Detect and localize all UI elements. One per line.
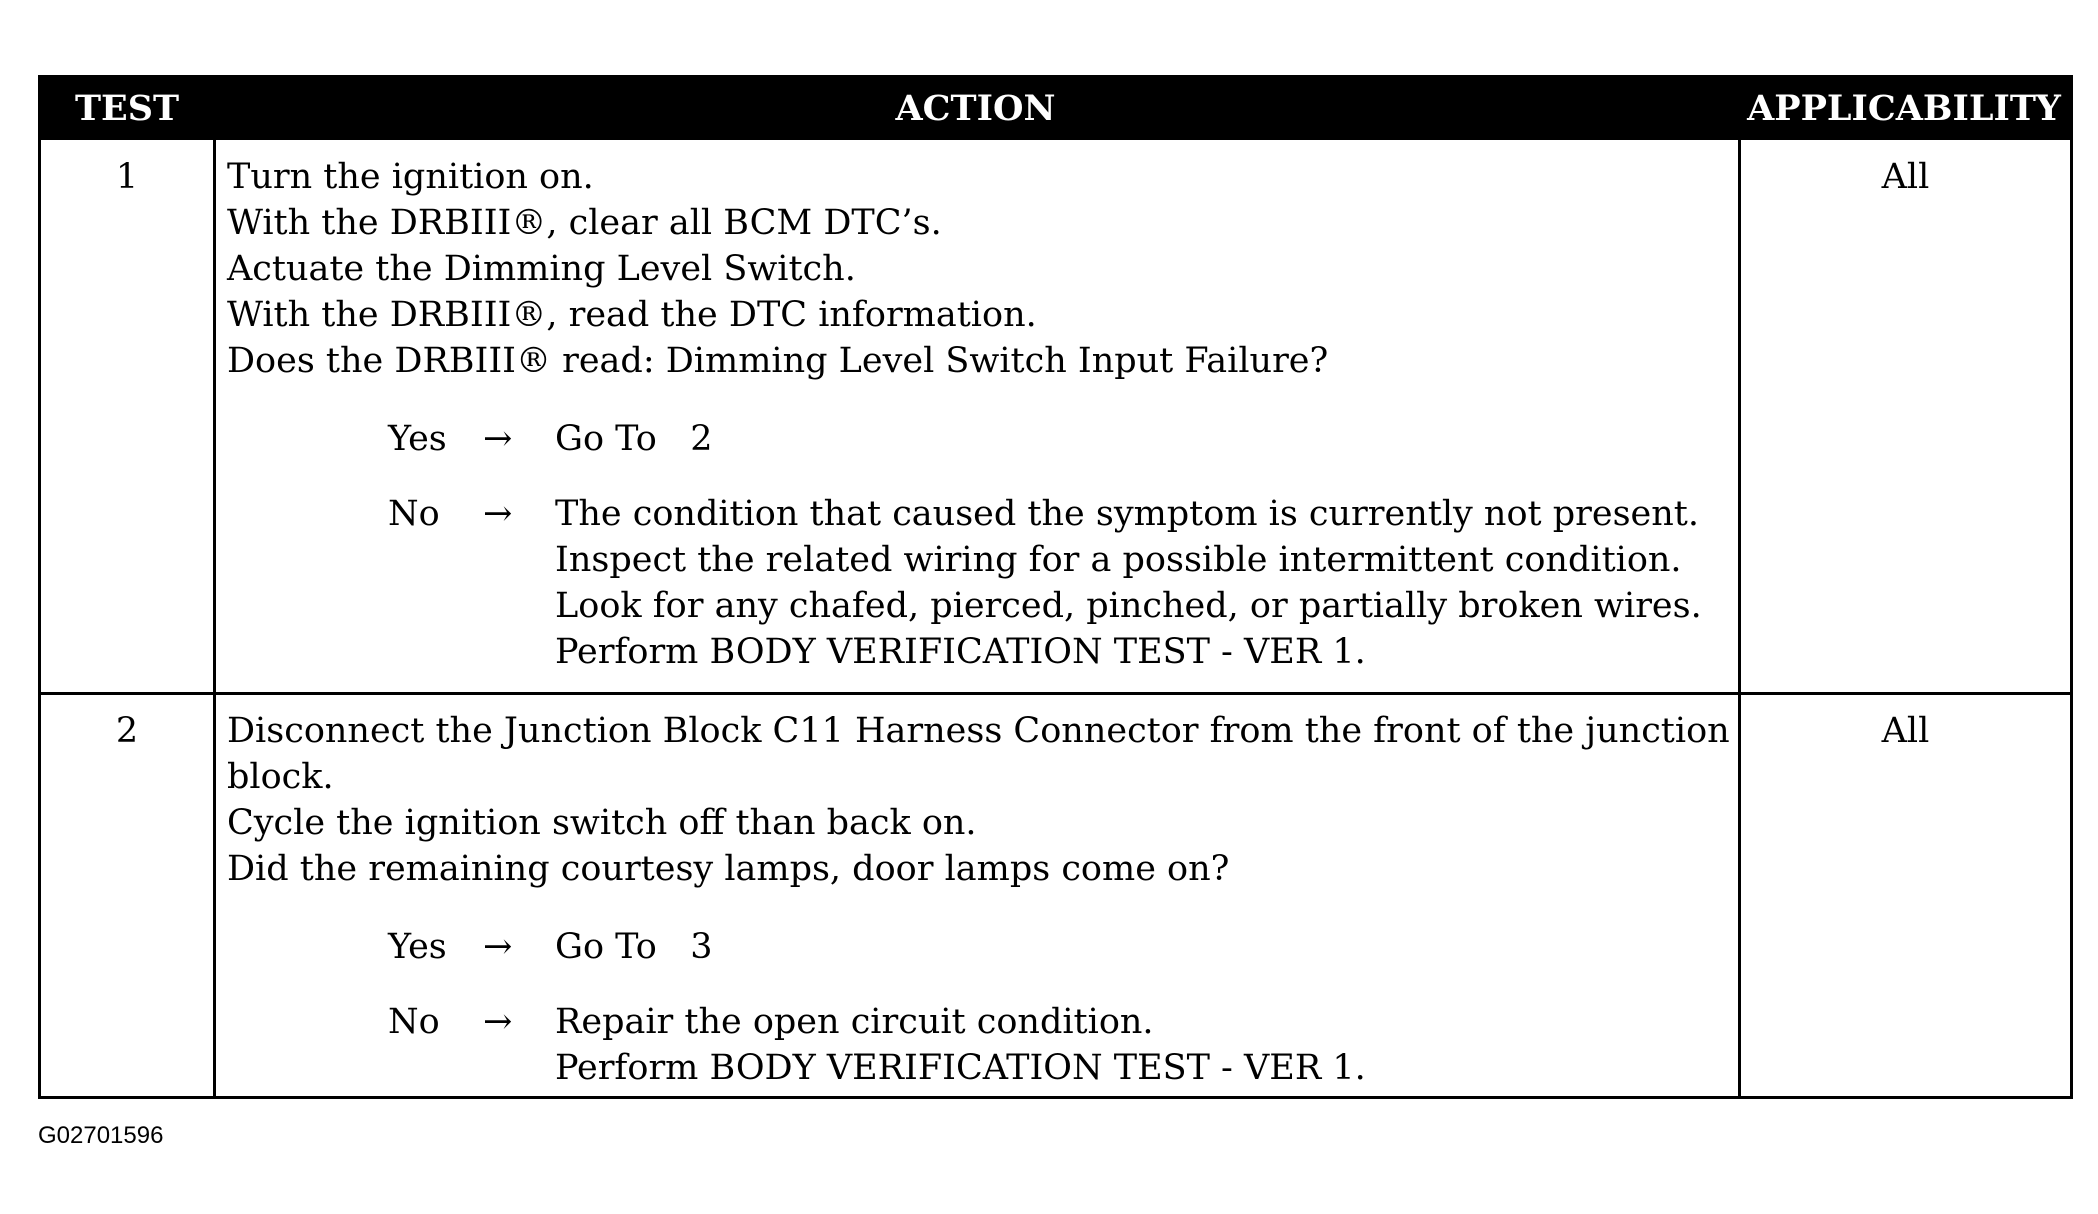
- yes-result: Go To 3: [555, 927, 713, 967]
- no-label: No: [388, 494, 440, 534]
- arrow-icon: →: [483, 1002, 513, 1042]
- arrow-icon: →: [483, 927, 513, 967]
- yes-label: Yes: [388, 419, 447, 459]
- header-action: ACTION: [895, 88, 1056, 129]
- column-divider-test: [213, 140, 216, 1096]
- applicability-value: All: [1881, 157, 1930, 197]
- arrow-icon: →: [483, 494, 513, 534]
- action-line: Disconnect the Junction Block C11 Harness Connector from the front of the junction: [227, 711, 1730, 751]
- action-line: Cycle the ignition switch off than back on.: [227, 803, 977, 843]
- column-divider-applicability: [1738, 140, 1741, 1096]
- diagnostic-table: [38, 75, 2073, 1099]
- action-text: [227, 154, 1328, 384]
- yes-result: Go To 2: [555, 419, 713, 459]
- no-result-line: Look for any chafed, pierced, pinched, or partially broken wires.: [555, 586, 1702, 626]
- action-line: Does the DRBIII® read: Dimming Level Switch Input Failure?: [227, 341, 1329, 381]
- header-test: TEST: [74, 88, 180, 129]
- header-applicability: APPLICABILITY: [1747, 88, 2061, 129]
- no-result-line: Perform BODY VERIFICATION TEST - VER 1.: [555, 632, 1366, 672]
- table-header: [41, 78, 2070, 140]
- no-result: [555, 999, 1366, 1091]
- action-line: With the DRBIII®, read the DTC information.: [227, 295, 1037, 335]
- no-label: No: [388, 1002, 440, 1042]
- applicability-value: All: [1881, 711, 1930, 751]
- no-result-line: The condition that caused the symptom is currently not present.: [555, 494, 1699, 534]
- action-line: block.: [227, 757, 334, 797]
- yes-label: Yes: [388, 927, 447, 967]
- action-line: Actuate the Dimming Level Switch.: [227, 249, 856, 289]
- action-line: Did the remaining courtesy lamps, door lamps come on?: [227, 849, 1230, 889]
- action-text: [227, 708, 1730, 892]
- figure-code: G02701596: [38, 1122, 164, 1149]
- test-number: 1: [115, 157, 139, 197]
- action-line: With the DRBIII®, clear all BCM DTC’s.: [227, 203, 942, 243]
- no-result-line: Inspect the related wiring for a possible intermittent condition.: [555, 540, 1682, 580]
- no-result-line: Repair the open circuit condition.: [555, 1002, 1154, 1042]
- no-result: [555, 491, 1702, 675]
- no-result-line: Perform BODY VERIFICATION TEST - VER 1.: [555, 1048, 1366, 1088]
- test-number: 2: [115, 711, 139, 751]
- action-line: Turn the ignition on.: [227, 157, 594, 197]
- arrow-icon: →: [483, 419, 513, 459]
- row-divider: [41, 692, 2070, 695]
